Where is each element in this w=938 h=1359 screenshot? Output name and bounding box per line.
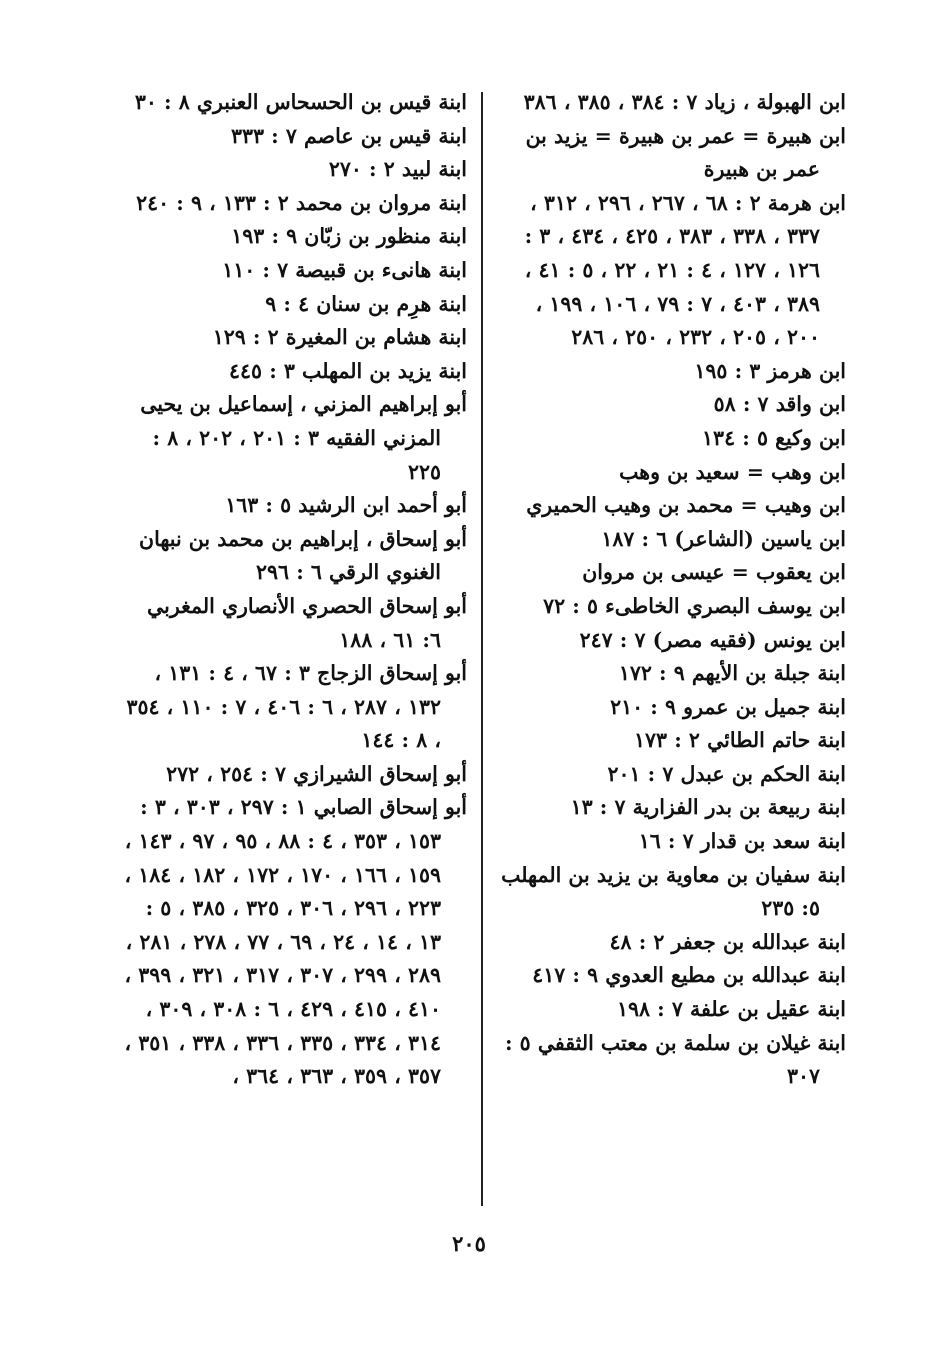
index-entry: ابنة الحكم بن عبدل ٧ : ٢٠١ [607, 761, 846, 786]
index-entry: ابن يونس (فقيه مصر) ٧ : ٢٤٧ [579, 627, 846, 652]
index-entry: ابنة قيس بن الحسحاس العنبري ٨ : ٣٠ [134, 90, 467, 114]
index-entry: ابن واقد ٧ : ٥٨ [713, 392, 846, 417]
index-entry: ابن يعقوب = عيسى بن مروان [582, 560, 846, 585]
index-entry: ابنة جميل بن عمرو ٩ : ٢١٠ [610, 694, 846, 719]
index-entry: أبو أحمد ابن الرشيد ٥ : ١٦٣ [225, 493, 467, 518]
index-entry: ابنة منظور بن زبّان ٩ : ١٩٣ [231, 224, 467, 249]
index-entry: ابنة مروان بن محمد ٢ : ١٣٣ ، ٩ : ٢٤٠ [136, 190, 467, 215]
index-entry: ابن وهيب = محمد بن وهيب الحميري [526, 493, 846, 518]
index-entry: أبو إبراهيم المزني ، إسماعيل بن يحيى المزني الفقيه ٣ : ٢٠١ ، ٢٠٢ ، ٨ : ٢٢٥ [140, 392, 467, 484]
index-entry: ابن وهب = سعيد بن وهب [619, 459, 846, 484]
index-entry: ابنة قيس بن عاصم ٧ : ٣٣٣ [231, 123, 467, 148]
index-entry: ابن هرمة ٢ : ٦٨ ، ٢٦٧ ، ٢٩٦ ، ٣١٢ ، ٣٣٧ ، ٣٣٨ ، ٣٨٣ ، ٤٢٥ ، ٤٣٤ ، ٣ : ١٢٦ ، ١٢٧ ، ٤ : ٢١ ، ٢٢ ، ٥ : ٤١ ، ٣٨٩ ، ٤٠٣ ، ٧ : ٧٩ ، ١٠٦ ، ١٩٩ ، ٢٠٠ ، ٢٠٥ ، ٢٣٢ ، ٢٥٠ ، ٢٨٦ [524, 190, 846, 350]
index-entry: ابن هرمز ٣ : ١٩٥ [694, 358, 846, 383]
index-entry: أبو إسحاق الحصري الأنصاري المغربي ٦: ٦١ ، ١٨٨ [147, 593, 467, 652]
index-entry: ابنة جبلة بن الأيهم ٩ : ١٧٢ [618, 661, 846, 686]
index-entry: ابنة حاتم الطائي ٢ : ١٧٣ [634, 728, 846, 753]
index-entry: ابنة عقيل بن علفة ٧ : ١٩٨ [616, 997, 846, 1022]
index-entry: أبو إسحاق الشيرازي ٧ : ٢٥٤ ، ٢٧٢ [166, 761, 467, 786]
index-entry: أبو إسحاق الزجاج ٣ : ٦٧ ، ٤ : ١٣١ ، ١٣٢ ، ٢٨٧ ، ٦ : ٤٠٦ ، ٧ : ١١٠ ، ٣٥٤ ، ٨ : ١٤٤ [126, 661, 467, 753]
index-column-right [496, 86, 846, 1094]
index-entry: ابنة سفيان بن معاوية بن يزيد بن المهلب ٥: ٢٣٥ [501, 862, 846, 921]
index-entry: ابنة سعد بن قدار ٧ : ١٦ [638, 829, 846, 854]
index-entry: ابنة غيلان بن سلمة بن معتب الثقفي ٥ : ٣٠٧ [504, 1030, 846, 1089]
column-divider [481, 92, 483, 1206]
index-entry: ابن هبيرة = عمر بن هبيرة = يزيد بن عمر بن هبيرة [525, 123, 846, 182]
page-number: ٢٠٥ [452, 1231, 486, 1256]
index-entry: ابنة هشام بن المغيرة ٢ : ١٢٩ [212, 325, 467, 350]
index-entry: ابنة عبدالله بن جعفر ٢ : ٤٨ [609, 929, 846, 954]
index-entry: ابنة عبدالله بن مطيع العدوي ٩ : ٤١٧ [532, 963, 846, 988]
index-column-left [122, 86, 467, 1094]
index-entry: ابن ياسين (الشاعر) ٦ : ١٨٧ [601, 526, 846, 551]
index-entry: أبو إسحاق الصابي ١ : ٢٩٧ ، ٣٠٣ ، ٣ : ١٥٣ ، ٣٥٣ ، ٤ : ٨٨ ، ٩٥ ، ٩٧ ، ١٤٣ ، ١٥٩ ، ١٦٦ ، ١٧٠ ، ١٧٢ ، ١٨٢ ، ١٨٤ ، ٢٢٣ ، ٢٩٦ ، ٣٠٦ ، ٣٢٥ ، ٣٨٥ ، ٥ : ١٣ ، ١٤ ، ٢٤ ، ٦٩ ، ٧٧ ، ٢٧٨ ، ٢٨١ ، ٢٨٩ ، ٢٩٩ ، ٣٠٧ ، ٣١٧ ، ٣٢١ ، ٣٩٩ ، ٤١٠ ، ٤١٥ ، ٤٢٩ ، ٦ : ٣٠٨ ، ٣٠٩ ، ٣١٤ ، ٣٣٤ ، ٣٣٥ ، ٣٣٦ ، ٣٣٨ ، ٣٥١ ، ٣٥٧ ، ٣٥٩ ، ٣٦٣ ، ٣٦٤ ، [124, 795, 467, 1089]
index-entry: ابن يوسف البصري الخاطىء ٥ : ٧٢ [543, 593, 846, 618]
index-entry: ابن وكيع ٥ : ١٣٤ [702, 425, 846, 450]
index-entry: ابنة ربيعة بن بدر الفزارية ٧ : ١٣ [570, 795, 846, 820]
index-entry: أبو إسحاق ، إبراهيم بن محمد بن نبهان الغنوي الرقي ٦ : ٢٩٦ [139, 526, 467, 585]
index-entry: ابن الهبولة ، زياد ٧ : ٣٨٤ ، ٣٨٥ ، ٣٨٦ [523, 90, 846, 114]
index-entry: ابنة يزيد بن المهلب ٣ : ٤٤٥ [229, 358, 467, 383]
index-entry: ابنة لبيد ٢ : ٢٧٠ [328, 157, 467, 182]
index-entry: ابنة هرِم بن سنان ٤ : ٩ [265, 291, 467, 316]
index-entry: ابنة هانىء بن قبيصة ٧ : ١١٠ [222, 257, 467, 282]
